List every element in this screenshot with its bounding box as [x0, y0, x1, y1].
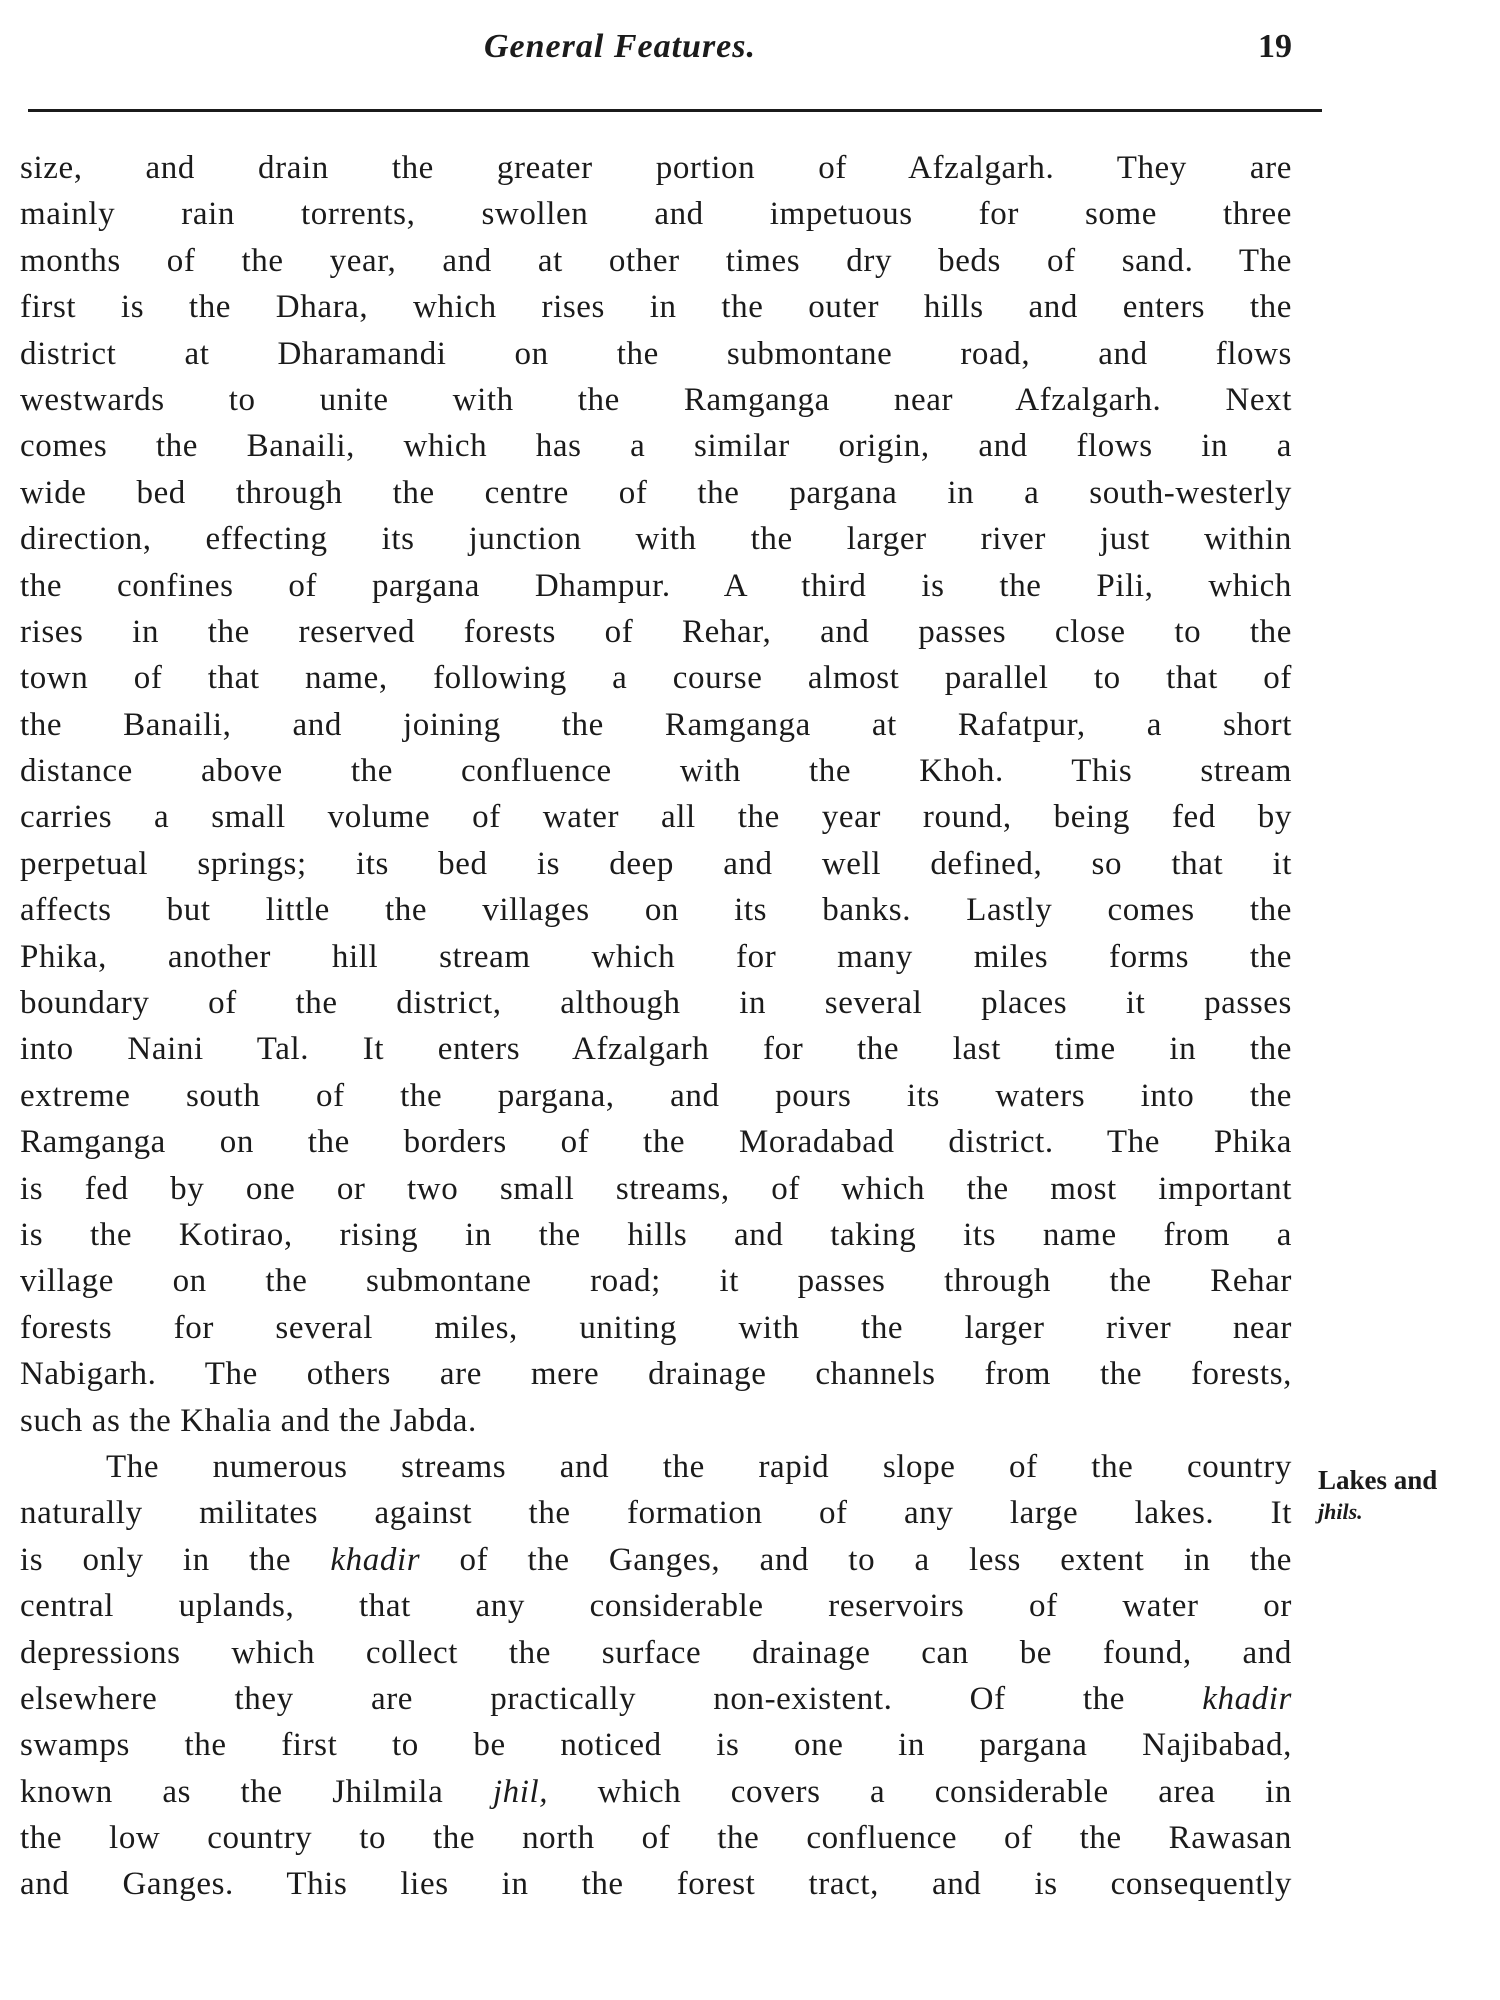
text-line: and Ganges. This lies in the forest tract, and is consequently — [20, 1866, 1292, 1903]
text-line: district at Dharamandi on the submontane road, and flows — [20, 335, 1292, 372]
text-line: extreme south of the pargana, and pours its waters into the — [20, 1077, 1292, 1114]
text-line: forests for several miles, uniting with the larger river near — [20, 1309, 1292, 1346]
italic-term-khadir: khadir — [1202, 1680, 1292, 1717]
page-number: 19 — [1258, 28, 1292, 65]
text-line: Ramganga on the borders of the Moradabad district. The Phika — [20, 1124, 1292, 1161]
margin-note-line-1: Lakes and — [1318, 1465, 1438, 1495]
text-line: Phika, another hill stream which for many miles forms the — [20, 938, 1292, 975]
text-line: is fed by one or two small streams, of which the most important — [20, 1170, 1292, 1207]
text-line: comes the Banaili, which has a similar origin, and flows in a — [20, 428, 1292, 465]
body-text — [20, 145, 1292, 1908]
text-segment: known as the Jhilmila — [20, 1773, 493, 1810]
header-rule — [28, 109, 1322, 112]
text-line: town of that name, following a course almost parallel to that of — [20, 660, 1292, 697]
text-line: the low country to the north of the confluence of the Rawasan — [20, 1820, 1292, 1857]
text-segment: of the Ganges, and to a less extent in the — [420, 1541, 1292, 1578]
text-line: depressions which collect the surface drainage can be found, and — [20, 1634, 1292, 1671]
text-line: wide bed through the centre of the pargana in a south-westerly — [20, 474, 1292, 511]
running-head — [0, 28, 1500, 78]
text-line: affects but little the villages on its banks. Lastly comes the — [20, 892, 1292, 929]
text-line: rises in the reserved forests of Rehar, and passes close to the — [20, 613, 1292, 650]
text-line — [20, 1676, 1292, 1722]
text-line: westwards to unite with the Ramganga near Afzalgarh. Next — [20, 381, 1292, 418]
text-line: Nabigarh. The others are mere drainage channels from the forests, — [20, 1356, 1292, 1393]
text-segment: elsewhere they are practically non-existent. Of the — [20, 1680, 1203, 1717]
text-line: months of the year, and at other times dry beds of sand. The — [20, 242, 1292, 279]
text-line: swamps the first to be noticed is one in pargana Najibabad, — [20, 1727, 1292, 1764]
text-line: the Banaili, and joining the Ramganga at Rafatpur, a short — [20, 706, 1292, 743]
text-line: distance above the confluence with the Khoh. This stream — [20, 753, 1292, 790]
text-line: direction, effecting its junction with the larger river just within — [20, 521, 1292, 558]
text-line: such as the Khalia and the Jabda. — [20, 1402, 477, 1439]
text-line: village on the submontane road; it passes through the Rehar — [20, 1263, 1292, 1300]
margin-note — [1318, 1464, 1488, 1528]
paragraph-1 — [20, 145, 1292, 1444]
text-segment: is only in the — [20, 1541, 331, 1578]
text-line: carries a small volume of water all the year round, being fed by — [20, 799, 1292, 836]
text-line: naturally militates against the formation of any large lakes. It — [20, 1495, 1292, 1532]
text-line: boundary of the district, although in several places it passes — [20, 985, 1292, 1022]
text-line: perpetual springs; its bed is deep and well defined, so that it — [20, 845, 1292, 882]
text-line: mainly rain torrents, swollen and impetuous for some three — [20, 196, 1292, 233]
running-head-title: General Features. — [484, 28, 756, 65]
text-segment: which covers a considerable area in — [548, 1773, 1292, 1810]
text-line: The numerous streams and the rapid slope of the country — [106, 1448, 1292, 1485]
text-line: size, and drain the greater portion of Afzalgarh. They are — [20, 150, 1292, 186]
margin-note-line-2: jhils. — [1318, 1499, 1363, 1524]
italic-term-jhil: jhil, — [492, 1773, 549, 1810]
text-line — [20, 1537, 1292, 1583]
text-line: the confines of pargana Dhampur. A third is the Pili, which — [20, 567, 1292, 604]
text-line: central uplands, that any considerable reservoirs of water or — [20, 1588, 1292, 1625]
text-line — [20, 1769, 1292, 1815]
italic-term-khadir: khadir — [330, 1541, 421, 1578]
text-line: is the Kotirao, rising in the hills and taking its name from a — [20, 1216, 1292, 1253]
text-line: into Naini Tal. It enters Afzalgarh for the last time in the — [20, 1031, 1292, 1068]
text-line: first is the Dhara, which rises in the outer hills and enters the — [20, 289, 1292, 326]
paragraph-2 — [20, 1444, 1292, 1908]
